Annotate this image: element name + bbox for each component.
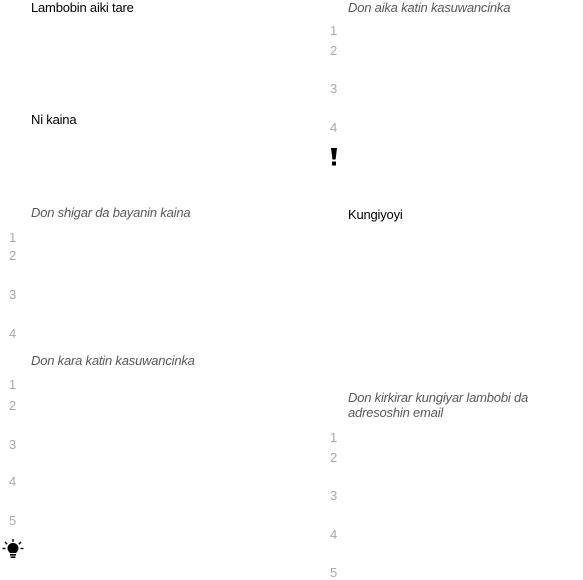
section-title-kara: Don kara katin kasuwancinka bbox=[31, 353, 195, 368]
step-number: 2 bbox=[9, 248, 17, 263]
step-number: 1 bbox=[330, 430, 338, 445]
step-number: 1 bbox=[9, 377, 17, 392]
section-title-line: Don kirkirar kungiyar lambobi da bbox=[348, 390, 529, 405]
heading-lambobin-aiki-tare: Lambobin aiki tare bbox=[31, 0, 134, 15]
step-number: 4 bbox=[330, 120, 338, 135]
step-number: 3 bbox=[330, 488, 338, 503]
heading-ni-kaina: Ni kaina bbox=[31, 112, 77, 127]
step-number: 4 bbox=[330, 527, 338, 542]
step-number: 3 bbox=[9, 437, 17, 452]
section-title-kirkirar bbox=[348, 390, 528, 420]
section-title-line: adresoshin email bbox=[348, 405, 444, 420]
section-title-shigar: Don shigar da bayanin kaina bbox=[31, 205, 191, 220]
section-title-aika: Don aika katin kasuwancinka bbox=[348, 0, 511, 15]
step-number: 2 bbox=[330, 43, 338, 58]
step-number: 3 bbox=[9, 287, 17, 302]
step-number: 4 bbox=[9, 326, 17, 341]
step-number: 4 bbox=[9, 474, 17, 489]
lightbulb-icon bbox=[2, 538, 24, 560]
step-number: 3 bbox=[330, 81, 338, 96]
step-number: 1 bbox=[330, 23, 338, 38]
step-number: 2 bbox=[9, 398, 17, 413]
step-number: 5 bbox=[9, 513, 17, 528]
exclamation-icon bbox=[329, 147, 339, 167]
step-number: 2 bbox=[330, 450, 338, 465]
step-number: 5 bbox=[330, 565, 338, 580]
heading-kungiyoyi: Kungiyoyi bbox=[348, 207, 403, 222]
step-number: 1 bbox=[9, 230, 17, 245]
